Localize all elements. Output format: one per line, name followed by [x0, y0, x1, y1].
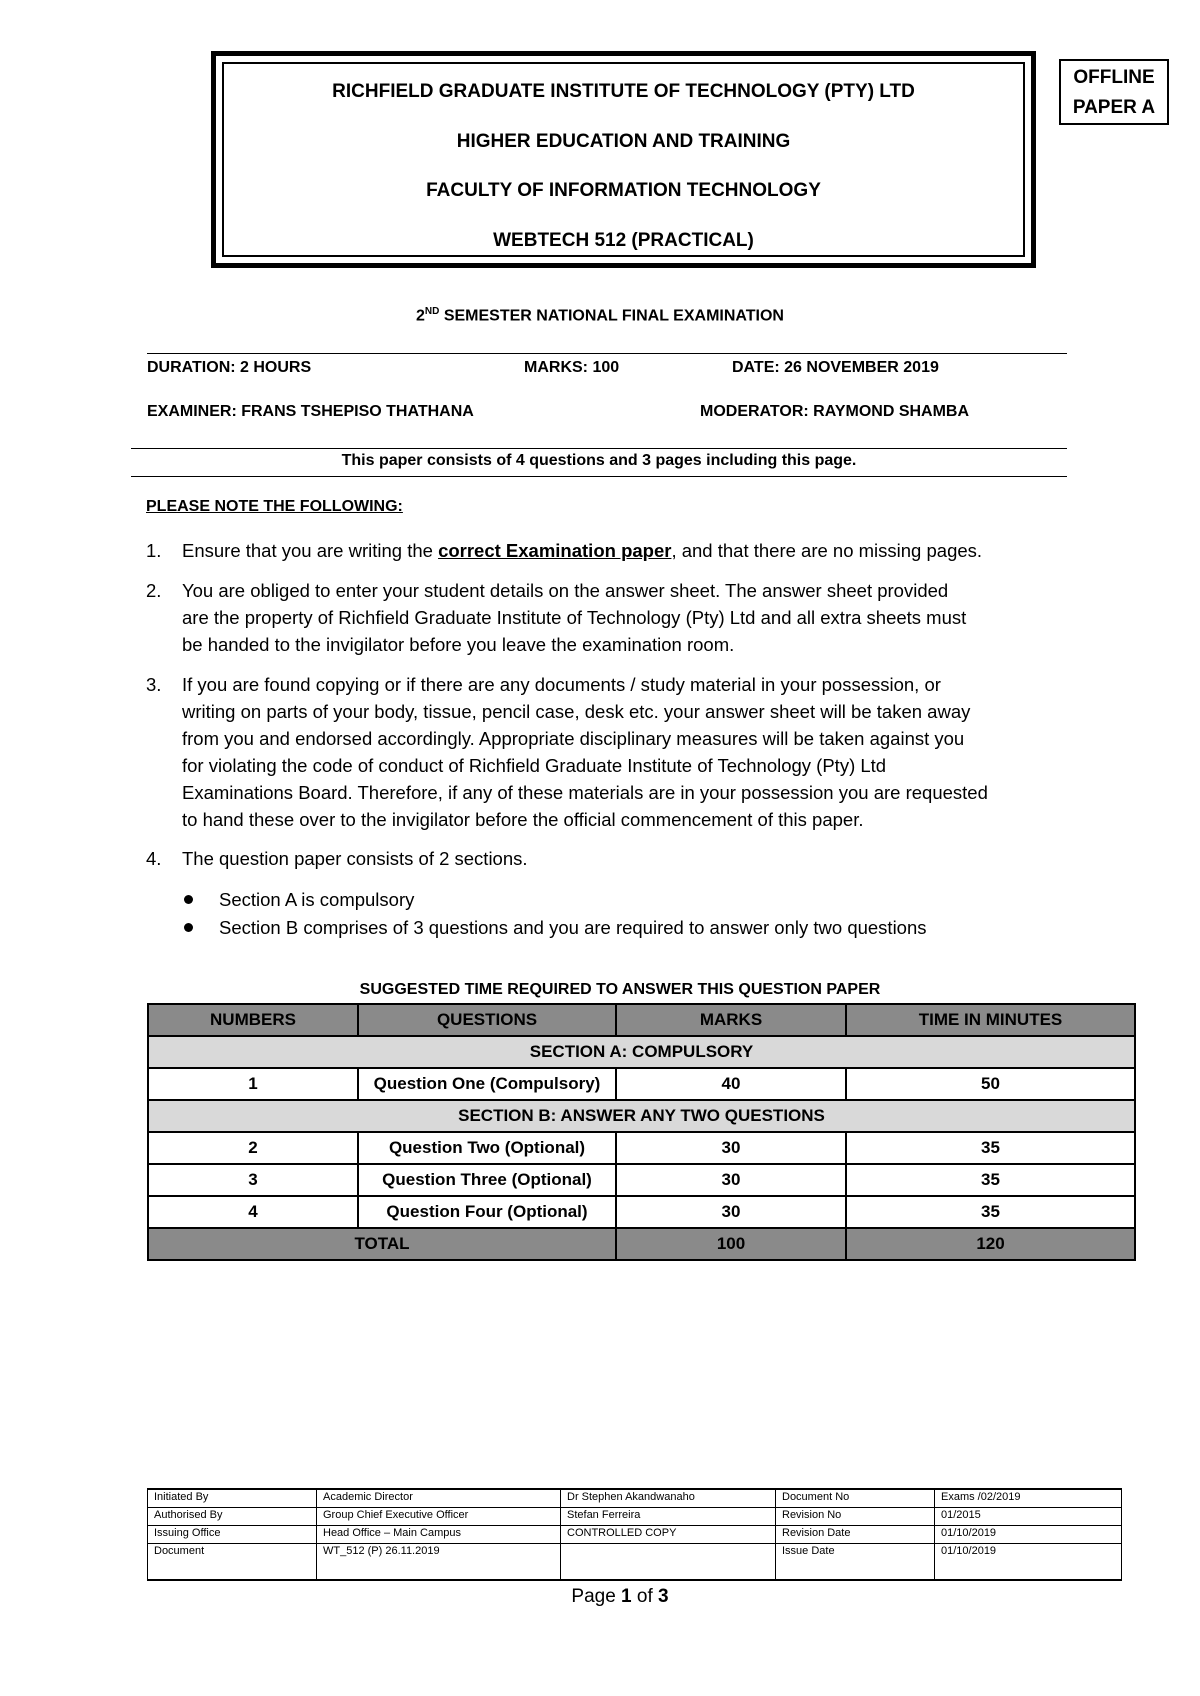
cell-time: 35	[846, 1164, 1135, 1196]
footer-cell	[561, 1544, 776, 1581]
note-item-2	[146, 577, 1056, 658]
cell-marks: 30	[616, 1196, 846, 1228]
footer-cell: 01/10/2019	[935, 1526, 1122, 1544]
note-number: 2.	[146, 580, 162, 601]
footer-cell: WT_512 (P) 26.11.2019	[317, 1544, 561, 1581]
footer-cell: CONTROLLED COPY	[561, 1526, 776, 1544]
page-total: 3	[658, 1586, 669, 1607]
footer-cell: Document	[148, 1544, 317, 1581]
badge-line-2: PAPER A	[1072, 97, 1156, 118]
column-header: MARKS	[616, 1004, 846, 1036]
institution-header-box	[211, 51, 1036, 268]
cell-number: 2	[148, 1132, 358, 1164]
cell-marks: 40	[616, 1068, 846, 1100]
total-row	[148, 1228, 1135, 1260]
section-label: SECTION A: COMPULSORY	[148, 1036, 1135, 1068]
cell-question: Question One (Compulsory)	[358, 1068, 616, 1100]
badge-line-1: OFFLINE	[1073, 67, 1155, 88]
correct-paper-emphasis: correct Examination paper	[438, 540, 672, 561]
table-row	[148, 1068, 1135, 1100]
semester-number: 2	[416, 307, 425, 325]
cell-number: 3	[148, 1164, 358, 1196]
exam-date: DATE: 26 NOVEMBER 2019	[732, 359, 939, 376]
table-row	[148, 1489, 1122, 1508]
bullet-dot-icon	[184, 923, 193, 932]
cell-number: 4	[148, 1196, 358, 1228]
footer-cell: Dr Stephen Akandwanaho	[561, 1489, 776, 1508]
page-current: 1	[621, 1586, 632, 1607]
total-marks: 100	[616, 1228, 846, 1260]
note-line: If you are found copying or if there are any documents / study material in your possession, or	[182, 674, 941, 695]
department-name: HIGHER EDUCATION AND TRAINING	[456, 131, 791, 152]
time-table-title: SUGGESTED TIME REQUIRED TO ANSWER THIS QUESTION PAPER	[359, 981, 881, 998]
note-line: are the property of Richfield Graduate Institute of Technology (Pty) Ltd and all extra sheets must	[182, 607, 967, 628]
total-time: 120	[846, 1228, 1135, 1260]
page-number	[0, 1586, 1200, 1608]
footer-cell: Stefan Ferreira	[561, 1508, 776, 1526]
note-line: for violating the code of conduct of Richfield Graduate Institute of Technology (Pty) Ltd	[182, 755, 887, 776]
note-text: Ensure that you are writing the	[182, 540, 439, 561]
page-prefix: Page	[571, 1586, 622, 1607]
exam-marks: MARKS: 100	[524, 359, 620, 376]
note-line: You are obliged to enter your student details on the answer sheet. The answer sheet provided	[182, 580, 949, 601]
footer-cell: 01/10/2019	[935, 1544, 1122, 1581]
column-header: NUMBERS	[148, 1004, 358, 1036]
note-number: 3.	[146, 674, 162, 695]
footer-cell: Authorised By	[148, 1508, 317, 1526]
table-header-row	[148, 1004, 1135, 1036]
divider-middle	[131, 448, 1067, 449]
note-line: from you and endorsed accordingly. Appropriate disciplinary measures will be taken against you	[182, 728, 965, 749]
footer-cell: Revision Date	[776, 1526, 935, 1544]
bullet-dot-icon	[184, 895, 193, 904]
note-item-3	[146, 671, 1056, 833]
cell-question: Question Two (Optional)	[358, 1132, 616, 1164]
paper-page-count-note: This paper consists of 4 questions and 3 pages including this page.	[341, 452, 857, 469]
examiner-name: EXAMINER: FRANS TSHEPISO THATHANA	[147, 403, 474, 420]
note-number: 4.	[146, 848, 162, 869]
document-control-table	[147, 1488, 1122, 1581]
page-of: of	[631, 1586, 659, 1607]
footer-cell: Head Office – Main Campus	[317, 1526, 561, 1544]
note-line: writing on parts of your body, tissue, pencil case, desk etc. your answer sheet will be taken away	[182, 701, 971, 722]
column-header: QUESTIONS	[358, 1004, 616, 1036]
table-row	[148, 1132, 1135, 1164]
note-item-1	[146, 537, 1056, 564]
table-row	[148, 1544, 1122, 1581]
note-number: 1.	[146, 540, 162, 561]
footer-cell: Issue Date	[776, 1544, 935, 1581]
cell-question: Question Four (Optional)	[358, 1196, 616, 1228]
institution-name: RICHFIELD GRADUATE INSTITUTE OF TECHNOLOGY (PTY) LTD	[332, 81, 915, 102]
cell-question: Question Three (Optional)	[358, 1164, 616, 1196]
divider-bottom	[131, 476, 1067, 477]
cell-number: 1	[148, 1068, 358, 1100]
section-label: SECTION B: ANSWER ANY TWO QUESTIONS	[148, 1100, 1135, 1132]
faculty-name: FACULTY OF INFORMATION TECHNOLOGY	[426, 180, 821, 201]
column-header: TIME IN MINUTES	[846, 1004, 1135, 1036]
exam-title	[0, 306, 1200, 325]
moderator-name: MODERATOR: RAYMOND SHAMBA	[700, 403, 970, 420]
semester-suffix: ND	[424, 306, 440, 317]
suggested-time-table	[147, 1003, 1136, 1261]
cell-marks: 30	[616, 1164, 846, 1196]
footer-cell: Revision No	[776, 1508, 935, 1526]
table-row	[148, 1196, 1135, 1228]
module-name: WEBTECH 512 (PRACTICAL)	[493, 230, 754, 251]
total-label: TOTAL	[148, 1228, 616, 1260]
note-text: The question paper consists of 2 sections.	[182, 848, 528, 869]
footer-cell: Initiated By	[148, 1489, 317, 1508]
note-line: Examinations Board. Therefore, if any of these materials are in your possession you are requested	[182, 782, 988, 803]
cell-time: 50	[846, 1068, 1135, 1100]
table-row	[148, 1526, 1122, 1544]
table-row	[148, 1164, 1135, 1196]
cell-time: 35	[846, 1196, 1135, 1228]
footer-cell: Issuing Office	[148, 1526, 317, 1544]
notes-heading: PLEASE NOTE THE FOLLOWING:	[146, 498, 403, 515]
bullet-text: Section A is compulsory	[219, 889, 415, 910]
section-a-row	[148, 1036, 1135, 1068]
paper-type-badge	[1059, 59, 1169, 125]
note-line: be handed to the invigilator before you leave the examination room.	[182, 634, 735, 655]
note-line: to hand these over to the invigilator before the official commencement of this paper.	[182, 809, 864, 830]
exam-title-text: SEMESTER NATIONAL FINAL EXAMINATION	[439, 307, 784, 325]
section-b-row	[148, 1100, 1135, 1132]
bullet-text: Section B comprises of 3 questions and you are required to answer only two questions	[219, 917, 927, 938]
footer-cell: Academic Director	[317, 1489, 561, 1508]
footer-cell: Group Chief Executive Officer	[317, 1508, 561, 1526]
note-text: , and that there are no missing pages.	[671, 540, 983, 561]
cell-marks: 30	[616, 1132, 846, 1164]
table-row	[148, 1508, 1122, 1526]
header-inner-border	[222, 62, 1025, 257]
footer-cell: Exams /02/2019	[935, 1489, 1122, 1508]
exam-duration: DURATION: 2 HOURS	[147, 359, 312, 376]
note-item-4	[146, 845, 1056, 872]
footer-cell: Document No	[776, 1489, 935, 1508]
cell-time: 35	[846, 1132, 1135, 1164]
divider-top	[147, 353, 1067, 354]
footer-cell: 01/2015	[935, 1508, 1122, 1526]
